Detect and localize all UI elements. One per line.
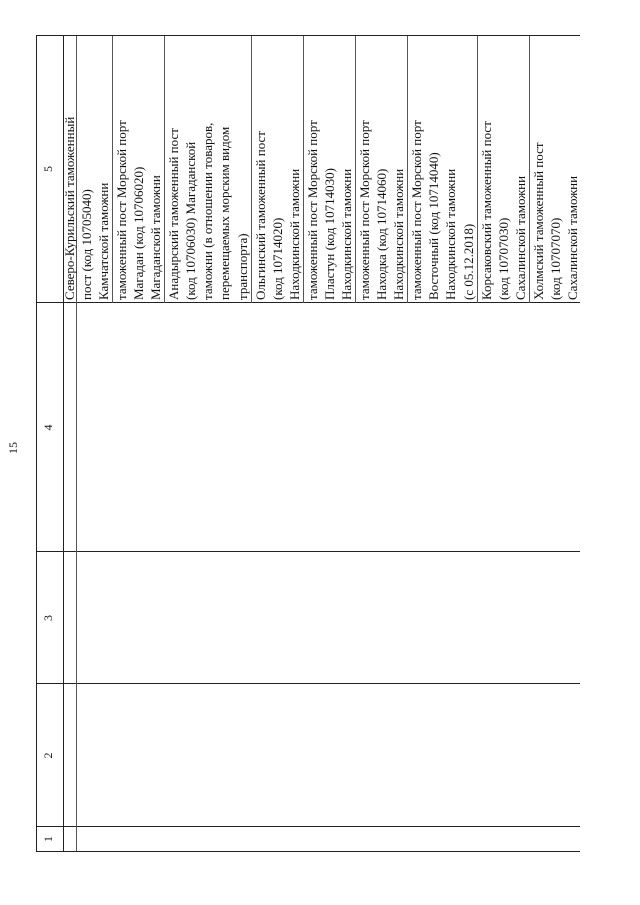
column-number-2: 2: [41, 752, 55, 759]
cell-text-line: Находка (код 10714060): [374, 168, 389, 300]
column-divider: [37, 302, 580, 303]
cell-text-line: Ольгинский таможенный пост: [253, 131, 268, 300]
cell-text-line: (код 10706030) Магаданской: [183, 141, 198, 300]
cell-text-line: (код 10707070): [548, 217, 563, 300]
cell-text-line: Холмский таможенный пост: [531, 142, 546, 300]
page-number: 15: [6, 442, 20, 454]
cell-text-line: Корсаковский таможенный пост: [479, 121, 494, 300]
cell-text-line: (код 10707030): [496, 217, 511, 300]
cell-text-line: Магаданской таможни: [148, 175, 163, 300]
cell-text-line: Магадан (код 10706020): [131, 166, 146, 300]
cell-text-line: Находкинской таможни: [287, 168, 302, 300]
cell-text-line: транспорта): [235, 233, 250, 300]
column-number-row: [37, 36, 64, 851]
cell-text-line: (с 05.12.2018): [461, 223, 476, 300]
column-number-4: 4: [41, 424, 55, 431]
cell-text-line: Северо-Курильский таможенный: [62, 116, 77, 300]
cell-text-line: Находкинской таможни: [339, 168, 354, 300]
column-number-1: 1: [41, 836, 55, 842]
cell-text-line: Сахалинской таможни: [513, 175, 528, 300]
cell-text-line: Анадырский таможенный пост: [166, 128, 181, 300]
cell-text-line: перемещаемых морским видом: [217, 126, 232, 300]
customs-table: [36, 35, 580, 852]
column-divider: [37, 826, 580, 827]
cell-text-line: таможни (в отношении товаров,: [200, 122, 215, 300]
cell-text-line: Камчатской таможни: [96, 182, 111, 300]
cell-text-line: пост (код 10705040): [79, 189, 94, 300]
cell-text-line: Находкинской таможни: [391, 168, 406, 300]
column-divider: [37, 683, 580, 684]
cell-text-line: (код 10714020): [270, 217, 285, 300]
column-number-5: 5: [41, 166, 55, 172]
cell-text-line: таможенный пост Морской порт: [409, 120, 424, 300]
column-number-3: 3: [41, 615, 55, 621]
cell-text-line: таможенный пост Морской порт: [305, 120, 320, 300]
cell-text-line: таможенный пост Морской порт: [357, 120, 372, 300]
cell-text-line: Пластун (код 10714030): [322, 168, 337, 300]
cell-text-line: Сахалинской таможни: [565, 175, 580, 300]
cell-text-line: Находкинской таможни: [443, 168, 458, 300]
cell-text-line: Восточный (код 10714040): [426, 152, 441, 300]
column-divider: [37, 551, 580, 552]
cell-text-line: таможенный пост Морской порт: [114, 120, 129, 300]
